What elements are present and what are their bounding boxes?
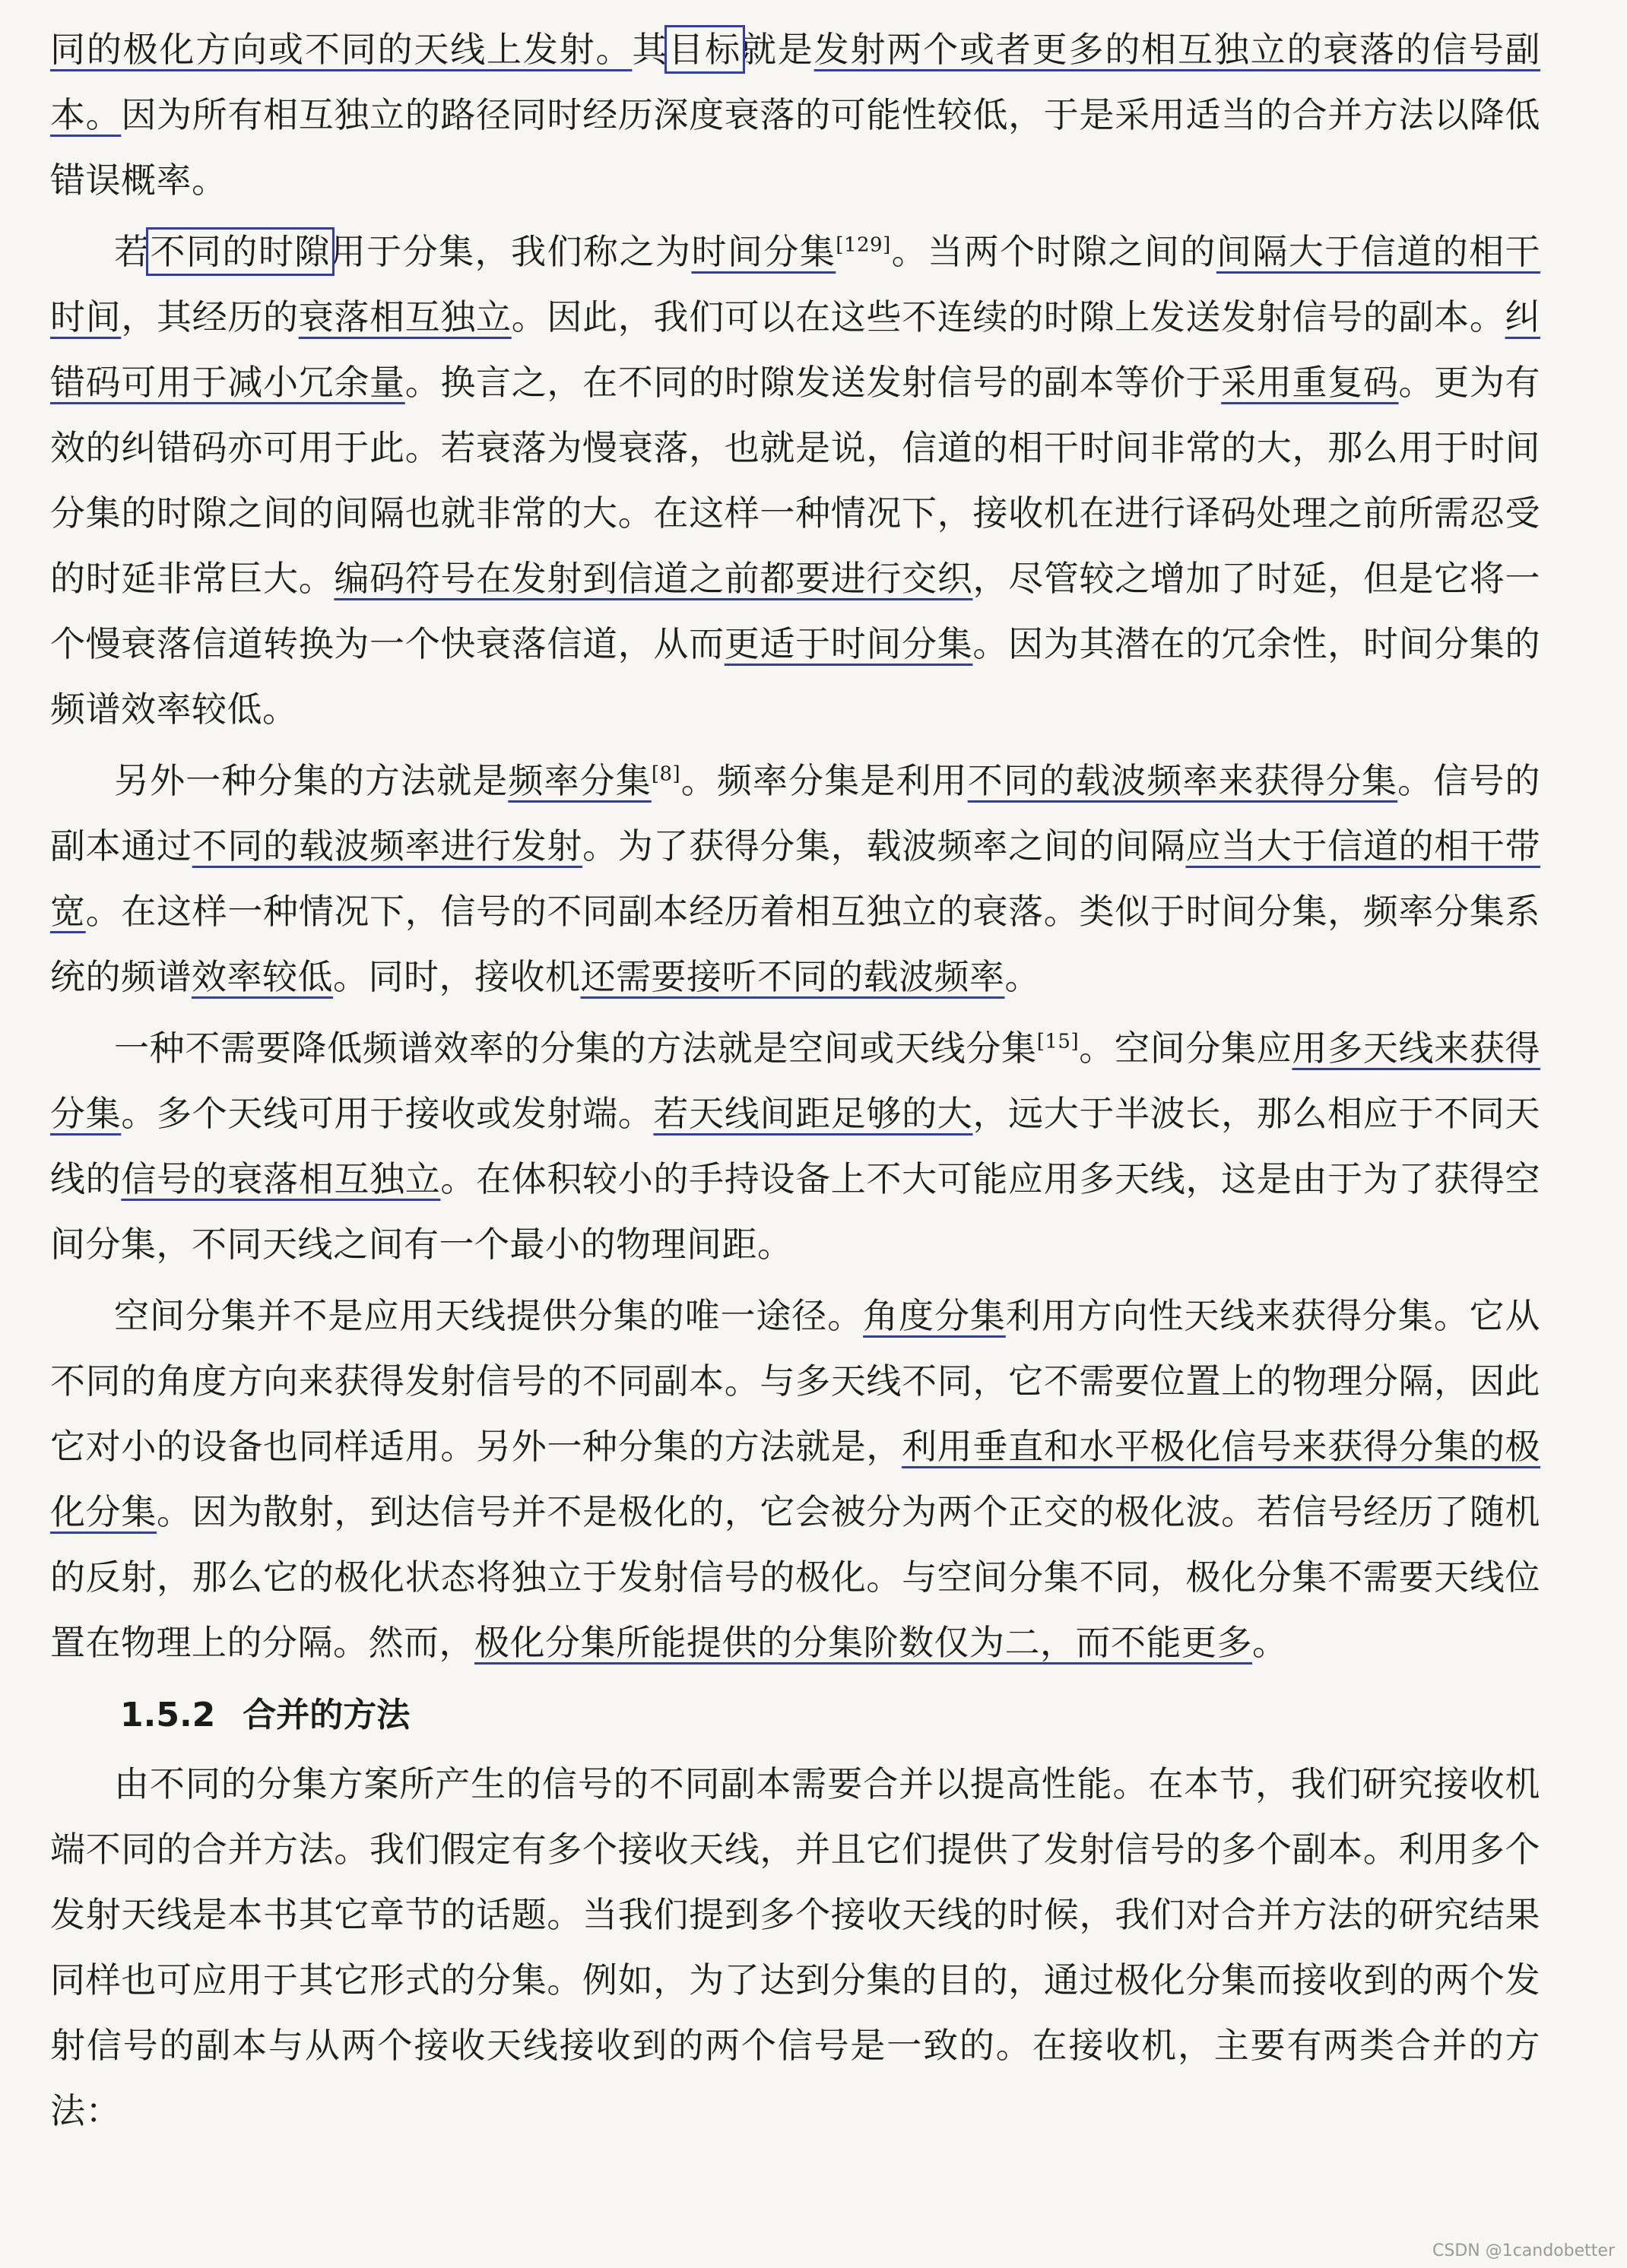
page-content [50,17,1540,2149]
underlined-text: 编码符号在发射到信道之前都要进行交织 [334,558,973,599]
text-span: 。空间分集应 [1079,1028,1292,1069]
citation-ref: [8] [651,762,681,786]
underlined-text: 信号的衰落相互独立 [121,1158,441,1199]
text-span: 若 [114,231,151,272]
paragraphs-after-section [50,1751,1540,2143]
text-span: 。信号的副本通过 [50,760,1541,866]
text-span: 。当两个时隙之间的 [890,231,1216,272]
underlined-text: 频率分集 [508,760,652,801]
text-span: 。更为有效的纠错码亦可用于此。若衰落为慢衰落，也就是说，信道的相干时间非常的大，那么用于时间分集的时隙之间的间隔也就非常的大。在这样一种情况下，接收机在进行译码处理之前所需忍受的时延非常巨大。 [50,362,1541,599]
paragraph [50,17,1540,213]
underlined-text: 衰落相互独立 [298,296,512,337]
text-span: 。频率分集是利用 [680,760,968,801]
text-span: 其 [632,29,669,70]
text-span: 。 [1252,1622,1288,1663]
paragraph [50,1015,1540,1277]
text-span: 。换言之，在不同的时隙发送发射信号的副本等价于 [404,362,1222,403]
underlined-text: 极化分集 [50,1426,1541,1532]
text-span: 。因为散射，到达信号并不是极化的，它会被分为两个正交的极化波。若信号经历了随机的反射，那么它的极化状态将独立于发射信号的极化。与空间分集不同，极化分集不需要天线位置在物理上的分隔。然而， [50,1491,1541,1663]
section-heading [120,1683,1540,1748]
underlined-text: 效率较低 [192,956,333,997]
text-span: 由不同的分集方案所产生的信号的不同副本需要合并以提高性能。在本节，我们研究接收机端不同的合并方法。我们假定有多个接收天线，并且它们提供了发射信号的多个副本。利用多个发射天线是本书其它章节的话题。当我们提到多个接收天线的时候，我们对合并方法的研究结果同样也可应用于其它形式的分集。例如，为了达到分集的目的，通过极化分集而接收到的两个发射信号的副本与从两个接收天线接收到的两个信号是一致的。在接收机，主要有两类合并的方法： [50,1763,1540,2131]
underlined-text: 还需要接听不同的载波频率 [580,956,1005,997]
text-span: 用于分集，我们称之为 [330,231,692,272]
text-span: 一种不需要降低频谱效率的分集的方法就是空间或天线分集 [114,1028,1037,1069]
text-span: ，尽管较之增加了时延，但是它将一个慢衰落信道转换为一个快衰落信道，从而 [50,558,1541,664]
paragraphs-before-section [50,17,1540,1675]
section-number: 1.5.2 [120,1696,216,1734]
citation-ref: [15] [1036,1030,1080,1053]
text-span: ，远大于半波长，那么相应于不同天线的 [50,1093,1541,1199]
text-span: 。因此，我们可以在这些不连续的时隙上发送发射信号的副本。 [511,296,1505,337]
watermark: CSDN @1candobetter [1432,2241,1615,2260]
citation-ref: [129] [836,233,891,257]
underlined-text: 极化分集所能提供的分集阶数仅为二，而不能更多 [474,1622,1252,1663]
underlined-text: 纠错码可用于减小冗余量 [50,296,1541,403]
underlined-text: 若天线间距足够的大 [653,1093,973,1134]
underlined-text: 利用垂直和水平极化信号来获得分集的 [902,1426,1505,1467]
section-title: 合并的方法 [243,1696,411,1734]
text-span: 。在这样一种情况下，信号的不同副本经历着相互独立的衰落。类似于时间分集，频率分集系统的频谱 [50,891,1541,997]
underlined-text: 应当大于信道的相干带宽 [50,825,1541,932]
underlined-text: 采用重复码 [1221,362,1399,403]
boxed-text: 目标 [668,29,741,70]
text-span: 因为所有相互独立的路径同时经历深度衰落的可能性较低，于是采用适当的合并方法以降低错误概率。 [50,94,1541,201]
paragraph [50,1283,1540,1675]
paragraph [50,219,1540,742]
underlined-text: 更适于时间分集 [724,623,973,664]
paragraph [50,1751,1540,2143]
underlined-text: 不同的载波频率进行发射 [192,825,583,866]
underlined-text: 同的极化方向或不同的天线上发射。 [50,29,633,70]
text-span: ，其经历的 [121,296,299,337]
text-span: 利用方向性天线来获得分集。它从不同的角度方向来获得发射信号的不同副本。与多天线不同，它不需要位置上的物理分隔，因此它对小的设备也同样适用。另外一种分集的方法就是， [50,1295,1541,1467]
text-span: 。为了获得分集，载波频率之间的间隔 [582,825,1186,866]
text-span: 空间分集并不是应用天线提供分集的唯一途径。 [114,1295,864,1336]
paragraph [50,748,1540,1009]
underlined-text: 发射两个或者更多的相互独立的衰落的信号副本。 [50,29,1541,135]
underlined-text: 间隔大于信道的相干时间 [50,231,1541,337]
text-span: 。在体积较小的手持设备上不大可能应用多天线，这是由于为了获得空间分集，不同天线之间有一个最小的物理间距。 [50,1158,1541,1265]
text-span: 就是 [741,29,814,70]
underlined-text: 用多天线来获得分集 [50,1028,1541,1134]
underlined-text: 时间分集 [691,231,836,272]
text-span: 另外一种分集的方法就是 [114,760,509,801]
boxed-text: 不同的时隙 [150,231,331,272]
text-span: 。 [1004,956,1040,997]
underlined-text: 角度分集 [863,1295,1006,1336]
text-span: 。同时，接收机 [333,956,581,997]
text-span: 。多个天线可用于接收或发射端。 [121,1093,654,1134]
text-span: 。因为其潜在的冗余性，时间分集的频谱效率较低。 [50,623,1541,730]
underlined-text: 不同的载波频率来获得分集 [967,760,1398,801]
